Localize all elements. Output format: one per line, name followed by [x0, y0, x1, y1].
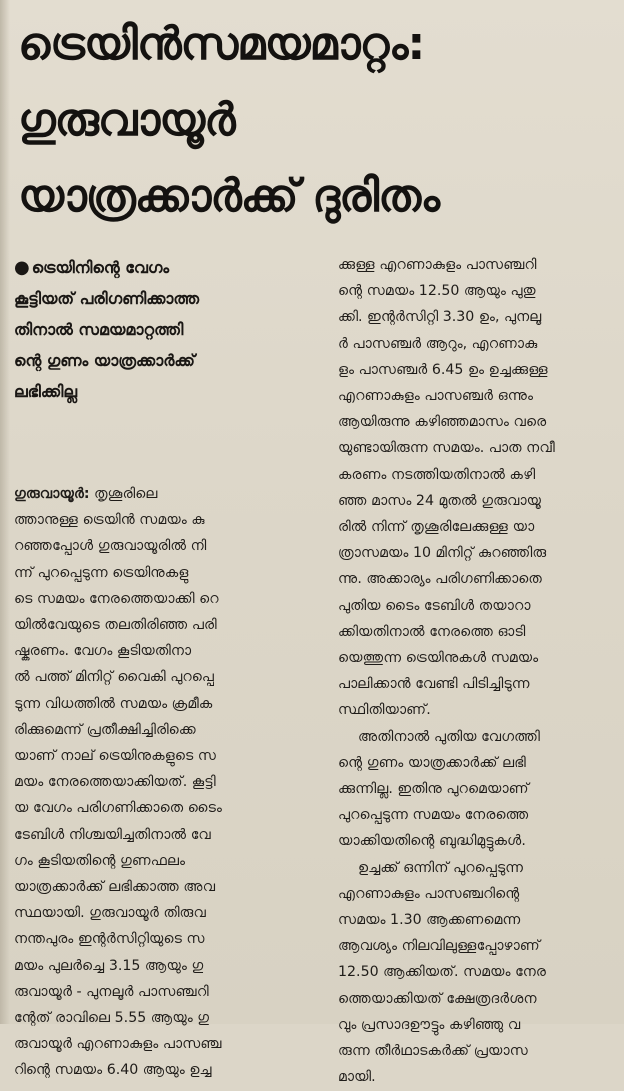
headline-line-3: യാത്രക്കാർക്ക് ദുരിതം	[18, 169, 439, 222]
body-paragraph-3: ഉച്ചക്ക് ഒന്നിന് പുറപ്പെടുന്ന എറണാകുളം പാസഞ്ചറിന്റെ സമയം 1.30 ആക്കണമെന്ന ആവശ്യം നിലവിലുള്ളപ്പോഴാണ് 12.50 ആക്കിയത്. സമയം നേര ത്തെയാക്കിയത് ക്ഷേത്രദർശന വും പ്രസാദഊട്ടും കഴിഞ്ഞു വ രുന്ന തീർഥാടകർക്ക് പ്രയാസ മായി.	[338, 859, 547, 1086]
column-left	[14, 252, 314, 1084]
body-paragraph-2: അതിനാൽ പുതിയ വേഗത്തി ന്റെ ഗുണം യാത്രക്കാർക്ക് ലഭി ക്കുന്നില്ല. ഇതിനു പുറമെയാണ് പുറപ്പെടുന്ന സമയം നേരത്തെ യാക്കിയതിന്റെ ബുദ്ധിമുട്ടുകൾ.	[338, 728, 540, 850]
body-text-column-1-content: തൃശൂരിലെ ത്താനുള്ള ട്രെയിൻ സമയം കു റഞ്ഞപ്പോൾ ഗുരുവായൂരിൽ നി ന്ന് പുറപ്പെടുന്ന ട്രെയിനുകളു ടെ സമയം നേരത്തെയാക്കി റെ യിൽവേയുടെ തലതിരിഞ്ഞ പരി ഷ്കരണം. വേഗം കൂടിയതിനാ ൽ പത്ത് മിനിറ്റ് വൈകി പുറപ്പെ ടുന്ന വിധത്തിൽ സമയം ക്രമീക രിക്കുമെന്ന് പ്രതീക്ഷിച്ചിരിക്കെ യാണ് നാല് ട്രെയിനുകളുടെ സ മയം നേരത്തെയാക്കിയത്. കൂട്ടി യ വേഗം പരിഗണിക്കാതെ ടൈം ടേബിൾ നിശ്ചയിച്ചതിനാൽ വേ ഗം കൂടിയതിന്റെ ഗുണഫലം യാത്രക്കാർക്ക് ലഭിക്കാത്ത അവ സ്ഥയായി. ഗുരുവായൂർ തിരുവ നന്തപുരം ഇന്റർസിറ്റിയുടെ സ മയം പുലർച്ചെ 3.15 ആയും ഗു രുവായൂർ - പുനലൂർ പാസഞ്ചറി ന്റേത് രാവിലെ 5.55 ആയും ഗു രുവായൂർ എറണാകുളം പാസഞ്ച റിന്റെ സമയം 6.40 ആയും ഉച്ച	[14, 486, 222, 1079]
headline-line-1: ട്രെയിൻസമയമാറ്റം:	[18, 17, 425, 70]
bullet-icon: ●	[14, 257, 30, 278]
page-edge-shadow	[0, 0, 10, 1024]
headline-line-2: ഗുരുവായൂർ	[18, 93, 235, 146]
body-paragraph-1: ക്കുള്ള എറണാകുളം പാസഞ്ചറി ന്റെ സമയം 12.50 ആയും പുതു ക്കി. ഇന്റർസിറ്റി 3.30 ഉം, പുനലൂ ർ പാസഞ്ചർ ആറും, എറണാകു ളം പാസഞ്ചർ 6.45 ഉം ഉച്ചക്കുള്ള എറണാകുളം പാസഞ്ചർ ഒന്നും ആയിരുന്നു കഴിഞ്ഞമാസം വരെ യുണ്ടായിരുന്ന സമയം. പാത നവീ കരണം നടത്തിയതിനാൽ കഴി ഞ്ഞ മാസം 24 മുതൽ ഗുരുവായൂ രിൽ നിന്ന് തൃശൂരിലേക്കുള്ള യാ ത്രാസമയം 10 മിനിറ്റ് കുറഞ്ഞിരു ന്നു. അക്കാര്യം പരിഗണിക്കാതെ പുതിയ ടൈം ടേബിൾ തയാറാ ക്കിയതിനാൽ നേരത്തെ ഓടി യെത്തുന്ന ട്രെയിനുകൾ സമയം പാലിക്കാൻ വേണ്ടി പിടിച്ചിടുന്ന സ്ഥിതിയാണ്.	[338, 257, 555, 719]
headline	[18, 6, 614, 234]
kicker-text: ട്രെയിനിന്റെ വേഗം കൂട്ടിയത് പരിഗണിക്കാത്ത തിനാൽ സമയമാറ്റത്തി ന്റെ ഗുണം യാത്രക്കാർക്ക് ലഭിക്കില്ല	[14, 258, 200, 401]
column-right	[338, 252, 616, 1091]
dateline: ഗുരുവായൂർ:	[14, 486, 90, 502]
body-text-column-1	[14, 481, 314, 1084]
kicker-summary	[14, 252, 314, 407]
